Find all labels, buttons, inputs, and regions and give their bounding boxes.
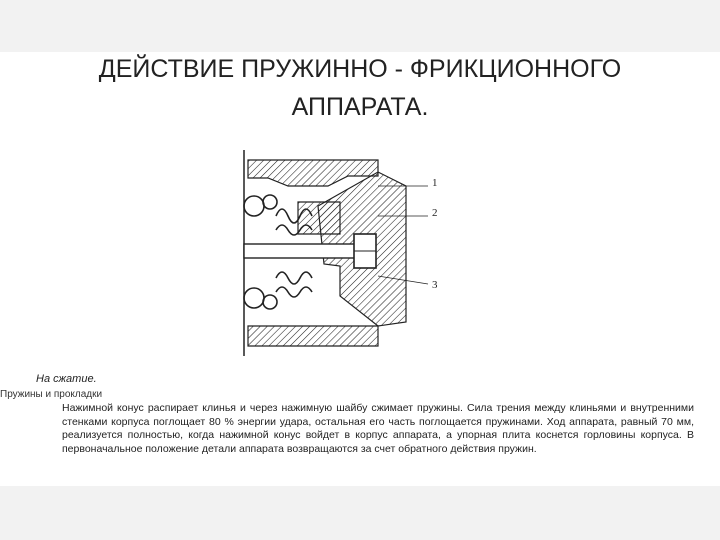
description-paragraph: Нажимной конус распирает клинья и через нажимную шайбу сжимает пружины. Сила трения между клиньями и внутренними стенками корпуса поглощает 80 % энергии удара, остальная его часть поглощается пружинами. Ход аппарата, равный 70 мм, реализуется полностью, когда нажимной конус войдет в корпус аппарата, а упорная плита коснется горловины корпуса. В первоначальное положение детали аппарата возвращаются за счет обратного действия пружин. — [62, 402, 694, 455]
title-line-1: ДЕЙСТВИЕ ПРУЖИННО - ФРИКЦИОННОГО — [98, 55, 622, 83]
friction-gear-drawing — [228, 146, 450, 360]
housing-top — [248, 160, 378, 186]
bottom-letterbox — [0, 486, 720, 540]
wedge — [298, 202, 340, 234]
diagram-label-2: 2 — [432, 207, 438, 219]
subheading: На сжатие. — [36, 373, 97, 385]
spring-bottom — [244, 272, 312, 309]
diagram-label-3: 3 — [432, 279, 438, 291]
diagram-label-1: 1 — [432, 177, 438, 189]
central-rod — [244, 244, 364, 258]
housing-bottom — [248, 326, 378, 346]
top-letterbox — [0, 0, 720, 52]
side-label: Пружины и прокладки — [0, 389, 103, 400]
slide-title — [40, 50, 680, 126]
title-line-2: АППАРАТА. — [291, 93, 429, 121]
